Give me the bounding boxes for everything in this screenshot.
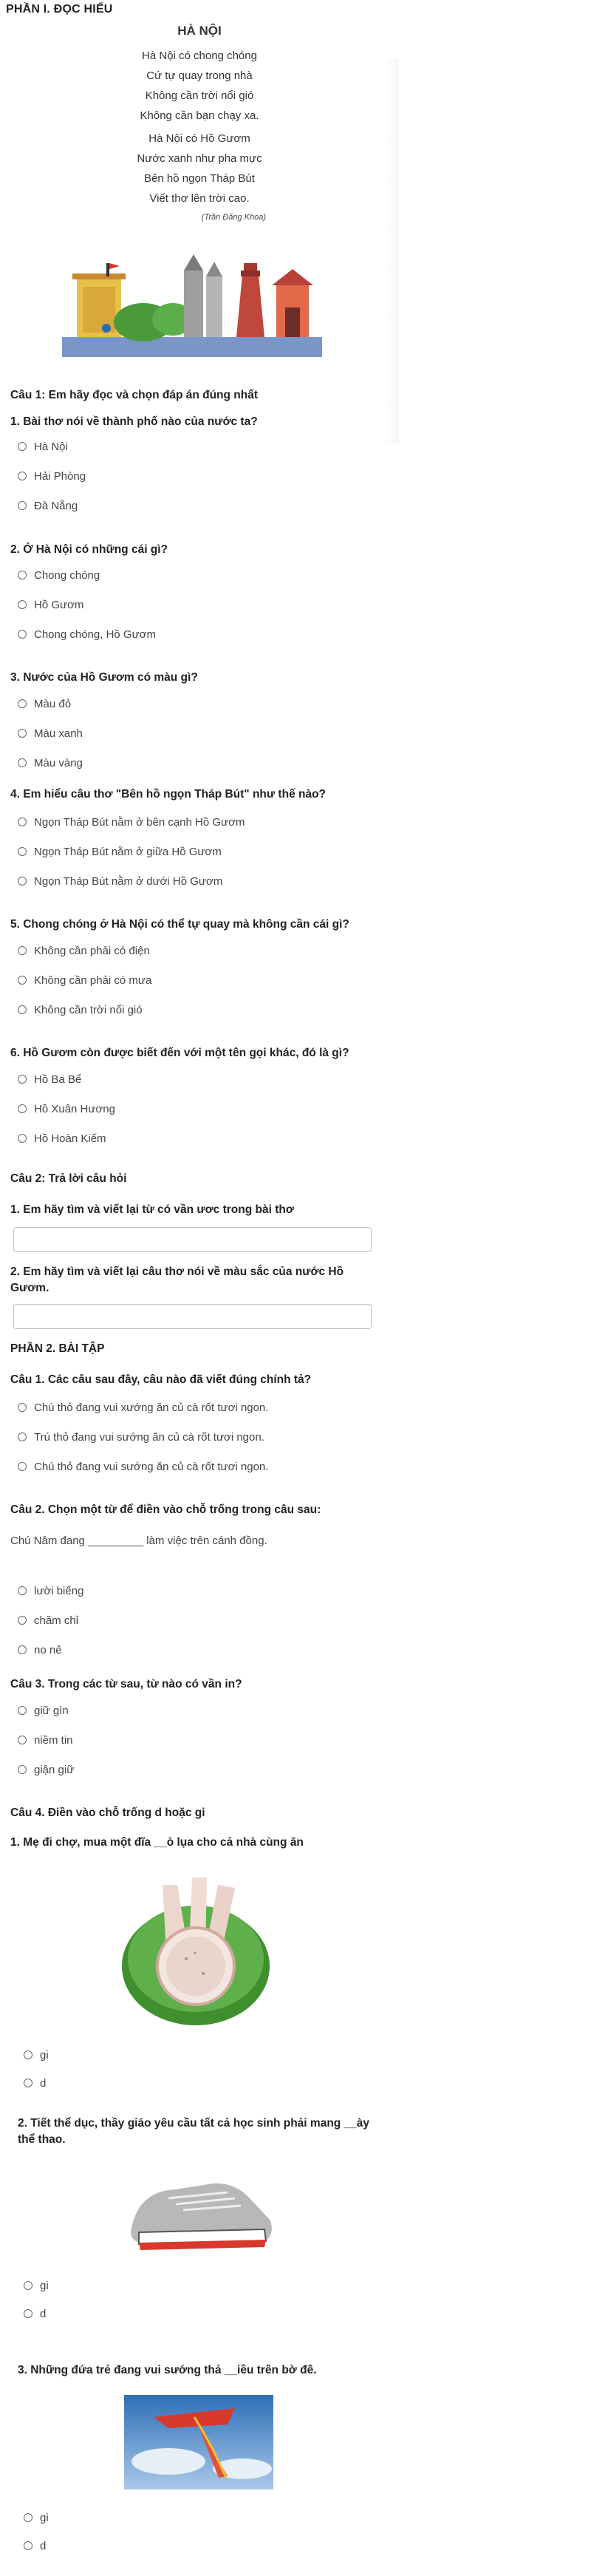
radio-button[interactable] — [18, 501, 27, 510]
option-radio[interactable]: Chú thỏ đang vui sướng ăn củ cà rốt tươi ngon. — [18, 1459, 268, 1474]
option-radio[interactable]: Ngọn Tháp Bút nằm ở dưới Hồ Gươm — [18, 874, 222, 888]
radio-button[interactable] — [18, 1104, 27, 1113]
poem-line: Hà Nội có chong chóng — [142, 50, 257, 62]
open-question-1: 1. Em hãy tìm và viết lại từ có vần ươc trong bài thơ — [10, 1203, 294, 1216]
exercise-4-item-1: 1. Mẹ đi chợ, mua một đĩa __ò lụa cho cả nhà cùng ăn — [10, 1836, 304, 1849]
option-radio[interactable]: Hồ Ba Bể — [18, 1072, 81, 1087]
option-radio[interactable]: no nê — [18, 1642, 62, 1657]
option-radio[interactable]: Màu đỏ — [18, 696, 71, 711]
option-radio[interactable]: Hải Phòng — [18, 469, 86, 483]
part2-heading: PHẦN 2. BÀI TẬP — [10, 1342, 105, 1355]
poem-line: Không cần trời nổi gió — [145, 89, 254, 102]
poem-stanza-1 — [0, 46, 399, 126]
fill-blank-sentence: Chú Nâm đang _________ làm việc trên cánh đồng. — [10, 1535, 267, 1547]
poem-author: (Trần Đăng Khoa) — [201, 213, 266, 222]
poem-line: Viết thơ lên trời cao. — [149, 192, 250, 205]
option-radio[interactable]: Hồ Xuân Hương — [18, 1101, 115, 1116]
option-radio[interactable]: d — [24, 2538, 46, 2553]
option-radio[interactable]: Chong chóng — [18, 568, 100, 582]
radio-button[interactable] — [18, 1462, 27, 1471]
sneaker-image — [124, 2161, 278, 2259]
option-radio[interactable]: niềm tin — [18, 1733, 73, 1747]
exercise-4-item-3: 3. Những đứa trẻ đang vui sướng thả __iều trên bờ đê. — [18, 2364, 317, 2376]
radio-button[interactable] — [18, 818, 27, 826]
option-radio[interactable]: Không cần trời nổi gió — [18, 1002, 143, 1017]
radio-button[interactable] — [18, 1765, 27, 1774]
exercise-4-item-2: 2. Tiết thể dục, thầy giáo yêu cầu tất cả học sinh phải mang __ày thể thao. — [18, 2117, 370, 2146]
radio-button[interactable] — [18, 630, 27, 639]
radio-button[interactable] — [24, 2513, 33, 2522]
option-radio[interactable]: Đà Nẵng — [18, 498, 78, 513]
poem-title: HÀ NỘI — [177, 24, 222, 38]
radio-button[interactable] — [18, 877, 27, 886]
option-radio[interactable]: giận giữ — [18, 1762, 74, 1777]
answer-input-2[interactable] — [13, 1304, 372, 1329]
radio-button[interactable] — [18, 1005, 27, 1014]
answer-input-1[interactable] — [13, 1227, 372, 1252]
gio-lua-sausage-image — [118, 1863, 273, 2033]
question-2: 2. Ở Hà Nội có những cái gì? — [10, 543, 168, 556]
radio-button[interactable] — [18, 600, 27, 609]
poem-stanza-2 — [0, 129, 399, 208]
radio-button[interactable] — [18, 758, 27, 767]
radio-button[interactable] — [18, 729, 27, 738]
poem-line: Nước xanh như pha mực — [137, 152, 262, 165]
section-1-title: Câu 1: Em hãy đọc và chọn đáp án đúng nhất — [10, 389, 259, 401]
radio-button[interactable] — [24, 2050, 33, 2059]
radio-button[interactable] — [18, 1645, 27, 1654]
radio-button[interactable] — [24, 2281, 33, 2290]
exercise-4: Câu 4. Điền vào chỗ trống d hoặc gi — [10, 1807, 205, 1819]
radio-button[interactable] — [18, 1433, 27, 1441]
radio-button[interactable] — [24, 2079, 33, 2087]
option-radio[interactable]: d — [24, 2306, 46, 2321]
option-radio[interactable]: Ngọn Tháp Bút nằm ở giữa Hồ Gươm — [18, 844, 222, 859]
hanoi-landmarks-illustration — [62, 248, 322, 357]
option-radio[interactable]: Không cần phải có mưa — [18, 973, 151, 988]
option-radio[interactable]: Màu vàng — [18, 755, 83, 770]
option-radio[interactable]: Chong chóng, Hồ Gươm — [18, 627, 156, 642]
exercise-2: Câu 2. Chọn một từ để điền vào chỗ trống trong câu sau: — [10, 1503, 321, 1516]
kite-image — [124, 2395, 273, 2490]
option-radio[interactable]: d — [24, 2076, 46, 2090]
radio-button[interactable] — [18, 1403, 27, 1412]
part1-heading: PHẦN I. ĐỌC HIỂU — [6, 3, 113, 16]
question-3: 3. Nước của Hồ Gươm có màu gì? — [10, 671, 198, 684]
radio-button[interactable] — [24, 2541, 33, 2550]
radio-button[interactable] — [18, 1616, 27, 1625]
option-radio[interactable]: Hồ Hoàn Kiếm — [18, 1131, 106, 1146]
poem-line: Cứ tự quay trong nhà — [146, 69, 253, 82]
option-radio[interactable]: lười biếng — [18, 1583, 83, 1598]
radio-button[interactable] — [18, 946, 27, 955]
radio-button[interactable] — [18, 1134, 27, 1143]
question-5: 5. Chong chóng ở Hà Nội có thể tự quay mà không cần cái gì? — [10, 918, 349, 931]
option-radio[interactable]: Hồ Gươm — [18, 597, 83, 612]
radio-button[interactable] — [18, 1736, 27, 1744]
poem-line: Không cần bạn chạy xa. — [140, 109, 259, 122]
option-radio[interactable]: chăm chỉ — [18, 1613, 78, 1628]
radio-button[interactable] — [18, 699, 27, 708]
poem — [0, 21, 399, 41]
option-radio[interactable]: gi — [24, 2047, 49, 2062]
option-radio[interactable]: Trú thỏ đang vui sướng ăn củ cà rốt tươi ngon. — [18, 1430, 264, 1444]
option-radio[interactable]: Không cần phải có điện — [18, 943, 150, 958]
option-radio[interactable]: gi — [24, 2278, 49, 2293]
open-question-2: 2. Em hãy tìm và viết lại câu thơ nói về màu sắc của nước Hồ Gươm. — [10, 1265, 344, 1294]
question-1: 1. Bài thơ nói về thành phố nào của nước ta? — [10, 415, 258, 428]
radio-button[interactable] — [18, 472, 27, 480]
option-radio[interactable]: Hà Nội — [18, 439, 68, 454]
option-radio[interactable]: giữ gìn — [18, 1703, 69, 1718]
radio-button[interactable] — [18, 976, 27, 985]
option-radio[interactable]: Màu xanh — [18, 726, 83, 741]
question-6: 6. Hồ Gươm còn được biết đến với một tên gọi khác, đó là gì? — [10, 1047, 349, 1059]
radio-button[interactable] — [18, 1075, 27, 1084]
radio-button[interactable] — [18, 847, 27, 856]
section-2-title: Câu 2: Trả lời câu hỏi — [10, 1172, 127, 1185]
question-4: 4. Em hiểu câu thơ "Bên hồ ngọn Tháp Bút" như thế nào? — [10, 788, 327, 801]
exercise-1: Câu 1. Các câu sau đây, câu nào đã viết đúng chính tả? — [10, 1373, 312, 1386]
radio-button[interactable] — [18, 1586, 27, 1595]
exercise-3: Câu 3. Trong các từ sau, từ nào có vần in? — [10, 1678, 242, 1690]
option-radio[interactable]: Ngọn Tháp Bút nằm ở bên cạnh Hồ Gươm — [18, 815, 245, 829]
radio-button[interactable] — [18, 1706, 27, 1715]
poem-line: Hà Nội có Hồ Gươm — [148, 132, 250, 145]
radio-button[interactable] — [24, 2309, 33, 2318]
option-radio[interactable]: Chú thỏ đang vui xướng ăn củ cà rốt tươi ngon. — [18, 1400, 268, 1415]
radio-button[interactable] — [18, 442, 27, 451]
poem-line: Bên hồ ngọn Tháp Bút — [144, 172, 255, 185]
option-radio[interactable]: gi — [24, 2510, 49, 2525]
radio-button[interactable] — [18, 571, 27, 580]
